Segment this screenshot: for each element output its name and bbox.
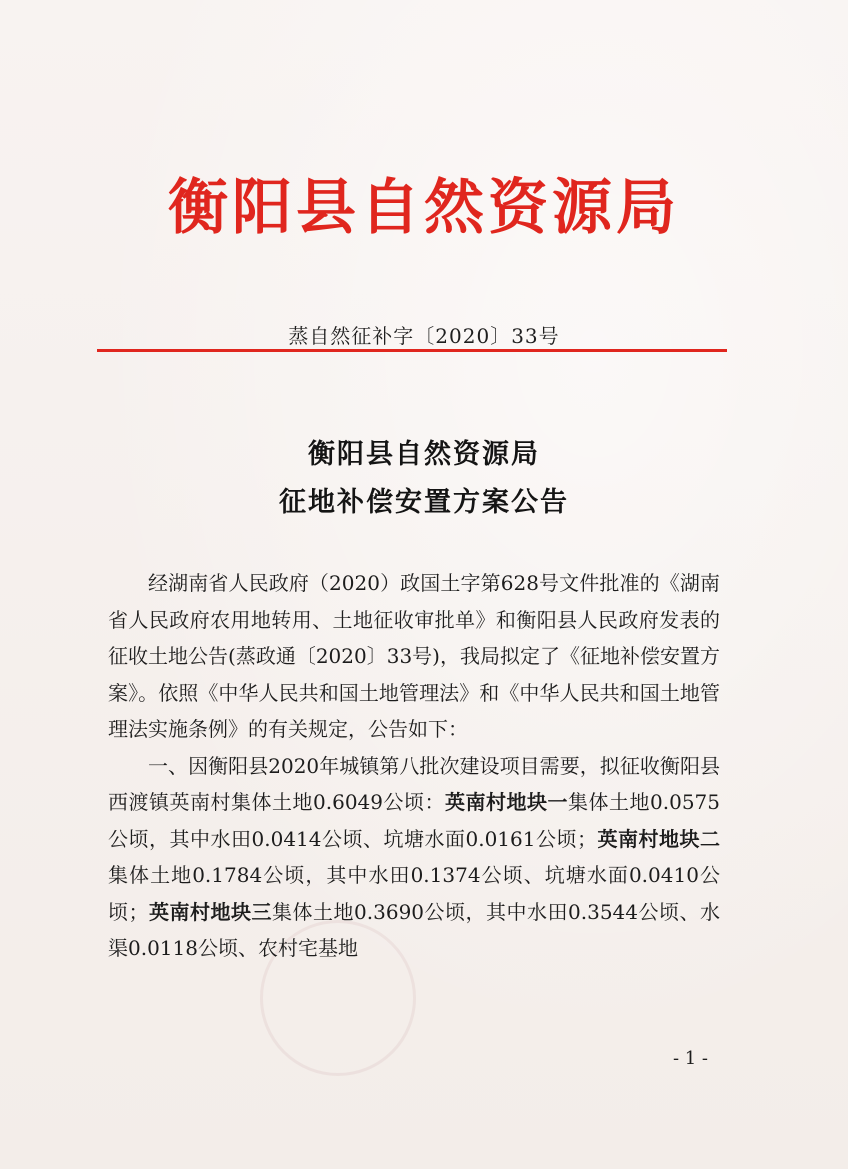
- plot-2-text: 集体土地0.1784公顷，其中水田0.1374公顷、坑塘水面0.0410公顷；: [108, 863, 720, 924]
- body-paragraph-2: [108, 748, 720, 967]
- document-number: 蒸自然征补字〔2020〕33号: [288, 324, 560, 348]
- plot-2-label: 英南村地块二: [596, 826, 720, 851]
- notice-body: [108, 565, 720, 967]
- paragraph-2-intro: 一、因衡阳县2020年城镇第八批次建设项目需要，拟征收衡阳县西渡镇英南村集体土地0.6049公顷：: [108, 753, 720, 814]
- plot-3-label: 英南村地块三: [148, 899, 273, 924]
- notice-title-line1: 衡阳县自然资源局: [308, 439, 540, 470]
- plot-1-label: 英南村地块一: [445, 790, 569, 814]
- plot-1-text: 集体土地0.0575公顷，其中水田0.0414公顷、坑塘水面0.0161公顷；: [108, 790, 721, 851]
- page-number: - 1 -: [672, 1048, 708, 1069]
- notice-title-line2: 征地补偿安置方案公告: [279, 487, 569, 518]
- agency-letterhead: 衡阳县自然资源局: [168, 173, 680, 243]
- plot-3-text: 集体土地0.3690公顷，其中水田0.3544公顷、水渠0.0118公顷、农村宅基地: [108, 899, 721, 960]
- body-paragraph-1: 经湖南省人民政府（2020）政国土字第628号文件批准的《湖南省人民政府农用地转用、土地征收审批单》和衡阳县人民政府发表的征收土地公告(蒸政通〔2020〕33号)，我局拟定了《征地补偿安置方案》。依照《中华人民共和国土地管理法》和《中华人民共和国土地管理法实施条例》的有关规定，公告如下：: [108, 571, 720, 741]
- red-divider-line: [97, 349, 727, 352]
